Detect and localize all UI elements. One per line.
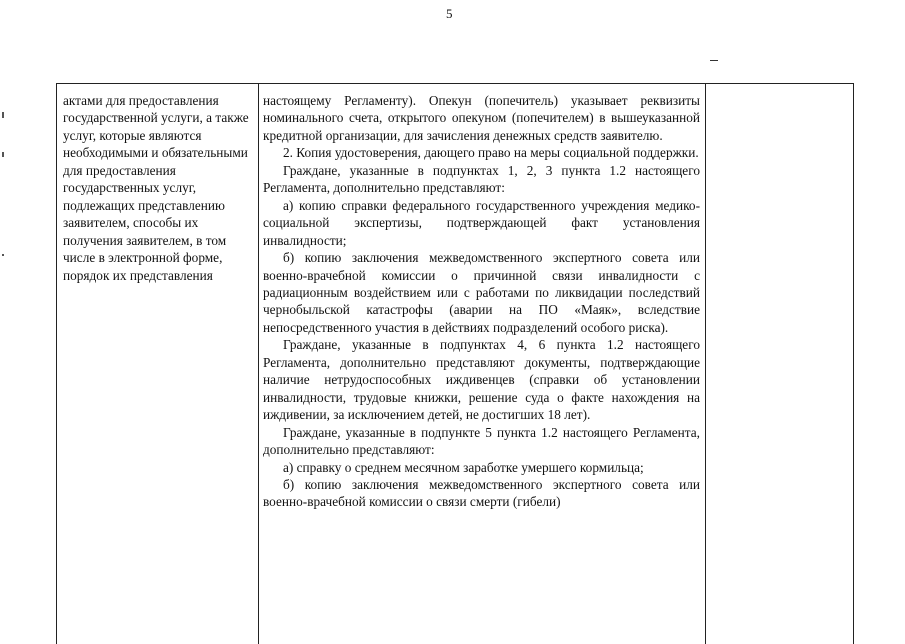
table-cell-documents [263, 92, 700, 511]
document-table [56, 83, 854, 644]
paragraph: а) копию справки федерального государственного учреждения медико-социальной экспертизы, подтверждающей факт установления инвалидности; [263, 197, 700, 248]
paragraph: а) справку о среднем месячном заработке умершего кормильца; [283, 459, 644, 475]
table-border-right [853, 84, 854, 644]
paragraph: настоящему Регламенту). Опекун (попечитель) указывает реквизиты номинального счета, открытого опекуном (попечителем) в вышеуказанной кредитной организации, для зачисления денежных средств заявителю. [263, 93, 700, 143]
table-border-col1 [258, 84, 259, 644]
scan-artifact [2, 112, 4, 118]
margin-dash [710, 60, 718, 61]
paragraph: Граждане, указанные в подпункте 5 пункта 1.2 настоящего Регламента, дополнительно представляют: [263, 424, 700, 458]
paragraph: б) копию заключения межведомственного экспертного совета или военно-врачебной комиссии о причинной связи инвалидности с радиационным воздействием или с работами по ликвидации последствий чернобыльской катастрофы (аварии на ПО «Маяк», вследствие непосредственного участия в действиях подразделений особого риска). [263, 250, 700, 335]
scan-artifact [2, 254, 4, 256]
paragraph: 2. Копия удостоверения, дающего право на меры социальной поддержки. [283, 145, 699, 161]
table-cell-requirements: актами для предоставления государственной услуги, а также услуг, которые являются необходимыми и обязательными для предоставления государственных услуг, подлежащих представлению заявителем, способы их получения заявителем, в том числе в электронной форме, порядок их представления [63, 93, 249, 283]
paragraph: Граждане, указанные в подпунктах 4, 6 пункта 1.2 настоящего Регламента, дополнительно представляют документы, подтверждающие наличие нетрудоспособных иждивенцев (справки об установлении инвалидности, трудовые книжки, решение суда о факте нахождения на иждивении, за исключением детей, не достигших 18 лет). [263, 337, 700, 423]
table-border-left [56, 84, 57, 644]
scan-artifact [2, 152, 4, 157]
paragraph: б) копию заключения межведомственного экспертного совета или военно-врачебной комиссии о связи смерти (гибели) [263, 476, 700, 510]
table-border-col2 [705, 84, 706, 644]
paragraph: Граждане, указанные в подпунктах 1, 2, 3 пункта 1.2 настоящего Регламента, дополнительно представляют: [263, 162, 700, 196]
page-number: 5 [446, 6, 453, 21]
